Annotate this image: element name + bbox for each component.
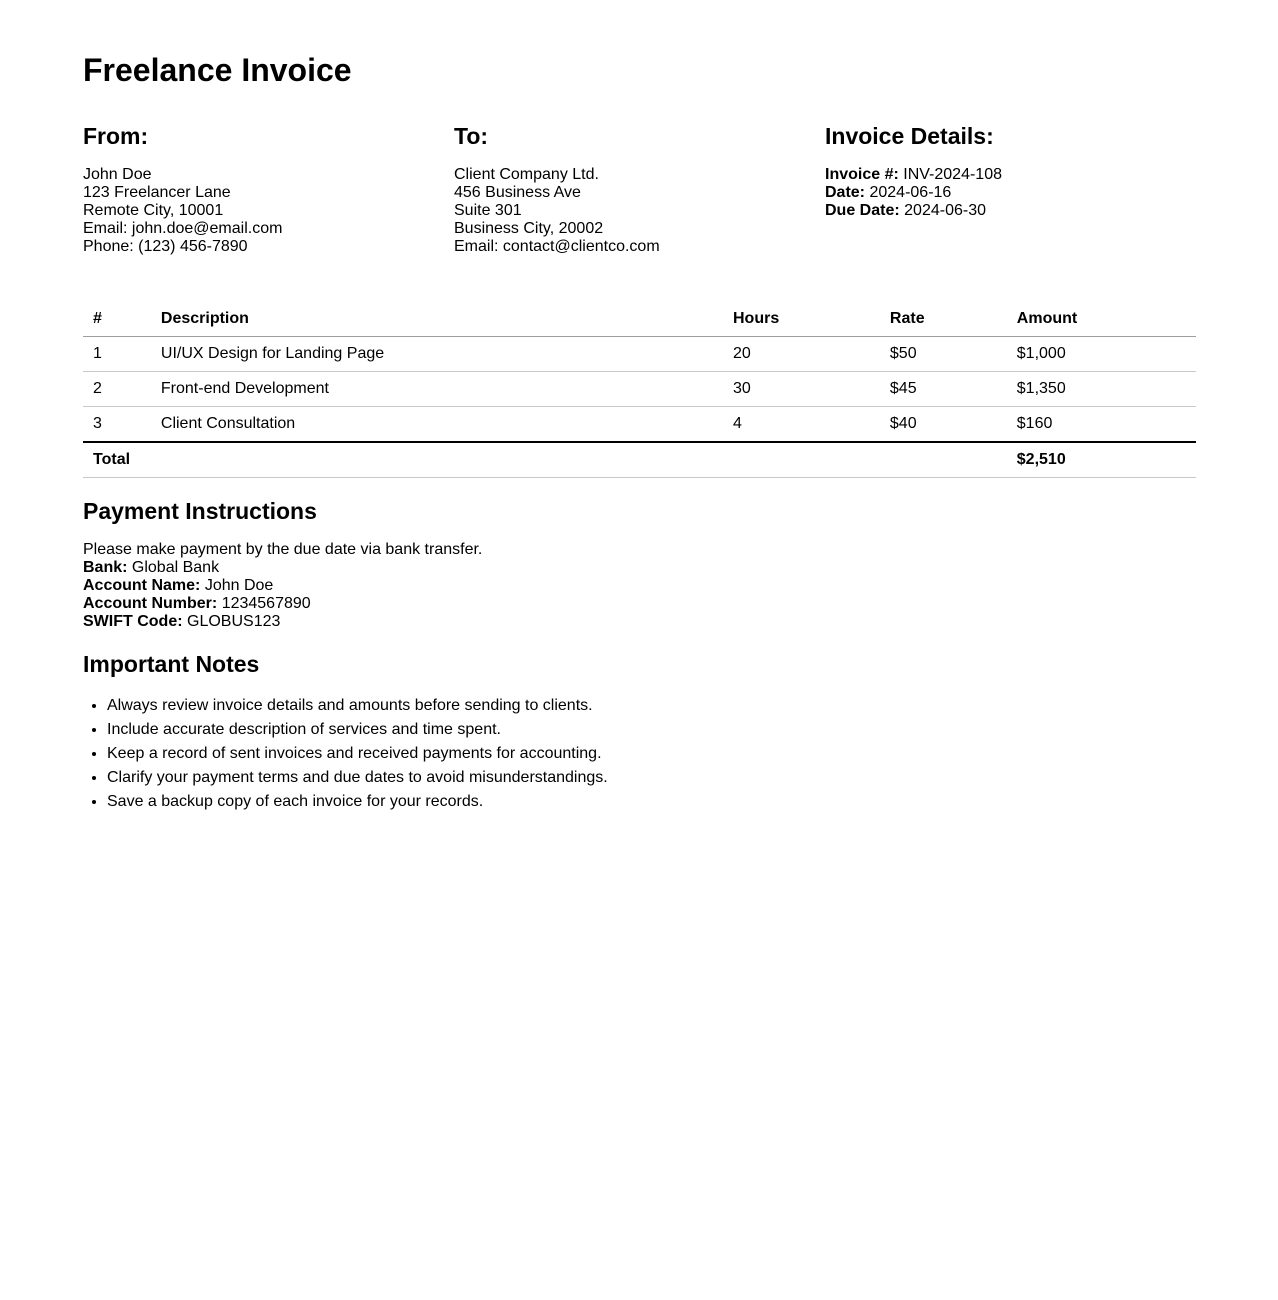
from-heading: From: (83, 123, 149, 149)
item-amount: $1,350 (1007, 372, 1196, 407)
invoice-details-section (825, 103, 1196, 272)
list-item: • Save a backup copy of each invoice for your records. (107, 790, 1196, 814)
bank-label: Bank: (83, 559, 128, 576)
from-address (83, 166, 454, 256)
from-name: John Doe (83, 166, 152, 183)
to-heading: To: (454, 123, 489, 149)
list-item: • Include accurate description of services and time spent. (107, 718, 1196, 742)
account-name-label: Account Name: (83, 577, 201, 594)
invoice-date-line (825, 184, 1196, 202)
account-number-label: Account Number: (83, 595, 218, 612)
invoice-due-date-line (825, 202, 1196, 220)
from-email: Email: john.doe@email.com (83, 220, 283, 237)
item-num: 1 (83, 337, 151, 372)
parties-row (83, 103, 1196, 272)
item-hours: 20 (723, 337, 880, 372)
item-rate: $40 (880, 407, 1007, 443)
item-hours: 30 (723, 372, 880, 407)
payment-instructions-section (83, 498, 1196, 631)
line-items-table (83, 302, 1196, 478)
table-header (83, 302, 1196, 337)
from-section (83, 103, 454, 272)
item-num: 2 (83, 372, 151, 407)
payment-intro: Please make payment by the due date via bank transfer. (83, 541, 483, 558)
to-email: Email: contact@clientco.com (454, 238, 660, 255)
total-spacer (880, 442, 1007, 478)
col-header-hours: Hours (723, 302, 880, 337)
list-item: • Keep a record of sent invoices and received payments for accounting. (107, 742, 1196, 766)
bank-value: Global Bank (131, 559, 220, 576)
from-city: Remote City, 10001 (83, 202, 224, 219)
invoice-details-heading: Invoice Details: (825, 123, 994, 149)
invoice-date-label: Date: (825, 184, 866, 201)
total-row (83, 442, 1196, 478)
from-street: 123 Freelancer Lane (83, 184, 231, 201)
to-company: Client Company Ltd. (454, 166, 599, 183)
to-suite: Suite 301 (454, 202, 522, 219)
table-footer (83, 442, 1196, 478)
total-spacer (151, 442, 723, 478)
table-row (83, 407, 1196, 443)
invoice-number-label: Invoice #: (825, 166, 899, 183)
to-address (454, 166, 825, 256)
bank-line (83, 559, 1196, 577)
page-title: Freelance Invoice (83, 52, 352, 88)
notes-list (83, 694, 1196, 814)
account-number-value: 1234567890 (221, 595, 311, 612)
to-city: Business City, 20002 (454, 220, 604, 237)
total-amount: $2,510 (1007, 442, 1196, 478)
list-item: • Always review invoice details and amounts before sending to clients. (107, 694, 1196, 718)
item-hours: 4 (723, 407, 880, 443)
from-phone: Phone: (123) 456-7890 (83, 238, 248, 255)
invoice-date-value: 2024-06-16 (869, 184, 952, 201)
to-section (454, 103, 825, 272)
account-name-line (83, 577, 1196, 595)
col-header-description: Description (151, 302, 723, 337)
col-header-rate: Rate (880, 302, 1007, 337)
item-rate: $45 (880, 372, 1007, 407)
item-description: UI/UX Design for Landing Page (151, 337, 723, 372)
total-label: Total (83, 442, 151, 478)
item-description: Client Consultation (151, 407, 723, 443)
table-header-row (83, 302, 1196, 337)
invoice-due-date-value: 2024-06-30 (904, 202, 986, 219)
invoice-number-line (825, 166, 1196, 184)
account-number-line (83, 595, 1196, 613)
invoice-due-date-label: Due Date: (825, 202, 900, 219)
col-header-amount: Amount (1007, 302, 1196, 337)
important-notes-section (83, 651, 1196, 814)
table-row (83, 372, 1196, 407)
item-description: Front-end Development (151, 372, 723, 407)
list-item: • Clarify your payment terms and due dates to avoid misunderstandings. (107, 766, 1196, 790)
invoice-number-value: INV-2024-108 (903, 166, 1002, 183)
swift-code-value: GLOBUS123 (187, 613, 281, 630)
table-row (83, 337, 1196, 372)
item-rate: $50 (880, 337, 1007, 372)
swift-code-label: SWIFT Code: (83, 613, 183, 630)
invoice-details-fields (825, 166, 1196, 220)
item-num: 3 (83, 407, 151, 443)
item-amount: $160 (1007, 407, 1196, 443)
col-header-num: # (83, 302, 151, 337)
payment-instructions-body (83, 541, 1196, 631)
to-street: 456 Business Ave (454, 184, 581, 201)
important-notes-heading: Important Notes (83, 651, 260, 677)
swift-code-line (83, 613, 1196, 631)
payment-instructions-heading: Payment Instructions (83, 498, 317, 524)
total-spacer (723, 442, 880, 478)
item-amount: $1,000 (1007, 337, 1196, 372)
table-body (83, 337, 1196, 443)
account-name-value: John Doe (204, 577, 274, 594)
